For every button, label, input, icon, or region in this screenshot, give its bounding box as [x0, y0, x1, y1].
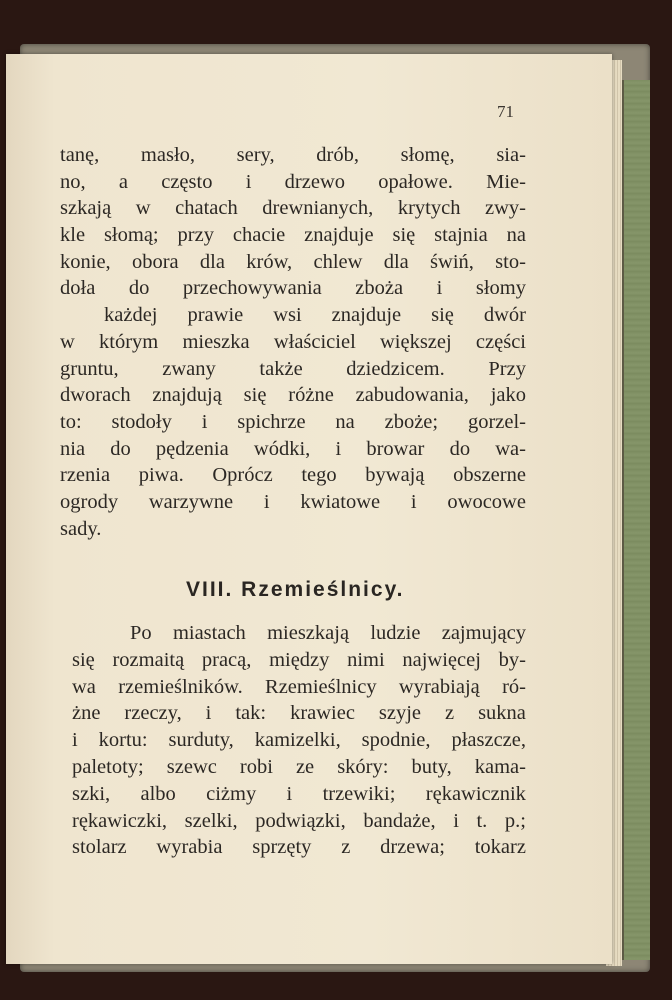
text-line: i kortu: surduty, kamizelki, spodnie, płaszcze,: [72, 729, 526, 752]
text-line: dworach znajdują się różne zabudowania, jako: [60, 384, 526, 407]
page-number: 71: [497, 102, 514, 121]
text-line: kle słomą; przy chacie znajduje się stajnia na: [60, 224, 526, 247]
paragraph-2: [72, 620, 526, 861]
text-line: rękawiczki, szelki, podwiązki, bandaże, i t. p.;: [72, 809, 526, 832]
text-line: tanę, masło, sery, drób, słomę, sia-: [60, 144, 526, 166]
text-line: ogrody warzywne i kwiatowe i owocowe: [60, 490, 526, 513]
text-line: doła do przechowywania zboża i słomy: [60, 277, 526, 300]
text-line: szkają w chatach drewnianych, krytych zwy-: [60, 197, 526, 220]
cover-cloth-strip: [622, 80, 650, 960]
text-line: konie, obora dla krów, chlew dla świń, sto-: [60, 250, 526, 273]
paragraph-1: [60, 142, 526, 542]
text-line: Po miastach mieszkają ludzie zajmujący: [130, 622, 526, 644]
text-line: nia do pędzenia wódki, i browar do wa-: [60, 437, 526, 460]
text-line: szki, albo ciżmy i trzewiki; rękawicznik: [72, 782, 526, 805]
text-line: stolarz wyrabia sprzęty z drzewa; tokarz: [72, 836, 526, 859]
text-line: w którym mieszka właściciel większej części: [60, 330, 526, 353]
text-line: to: stodoły i spichrze na zboże; gorzel-: [60, 410, 526, 433]
text-line: się rozmaitą pracą, między nimi najwięcej by-: [72, 648, 526, 671]
text-line: sady.: [60, 517, 102, 540]
text-line: żne rzeczy, i tak: krawiec szyje z sukna: [72, 702, 526, 725]
section-heading: VIII. Rzemieślnicy.: [186, 578, 405, 601]
text-line: gruntu, zwany także dziedzicem. Przy: [60, 357, 526, 380]
text-line: wa rzemieślników. Rzemieślnicy wyrabiają ró-: [72, 675, 526, 698]
text-line: każdej prawie wsi znajduje się dwór: [104, 304, 526, 327]
text-line: paletoty; szewc robi ze skóry: buty, kama-: [72, 755, 526, 778]
text-line: no, a często i drzewo opałowe. Mie-: [60, 170, 526, 193]
text-line: rzenia piwa. Oprócz tego bywają obszerne: [60, 464, 526, 487]
